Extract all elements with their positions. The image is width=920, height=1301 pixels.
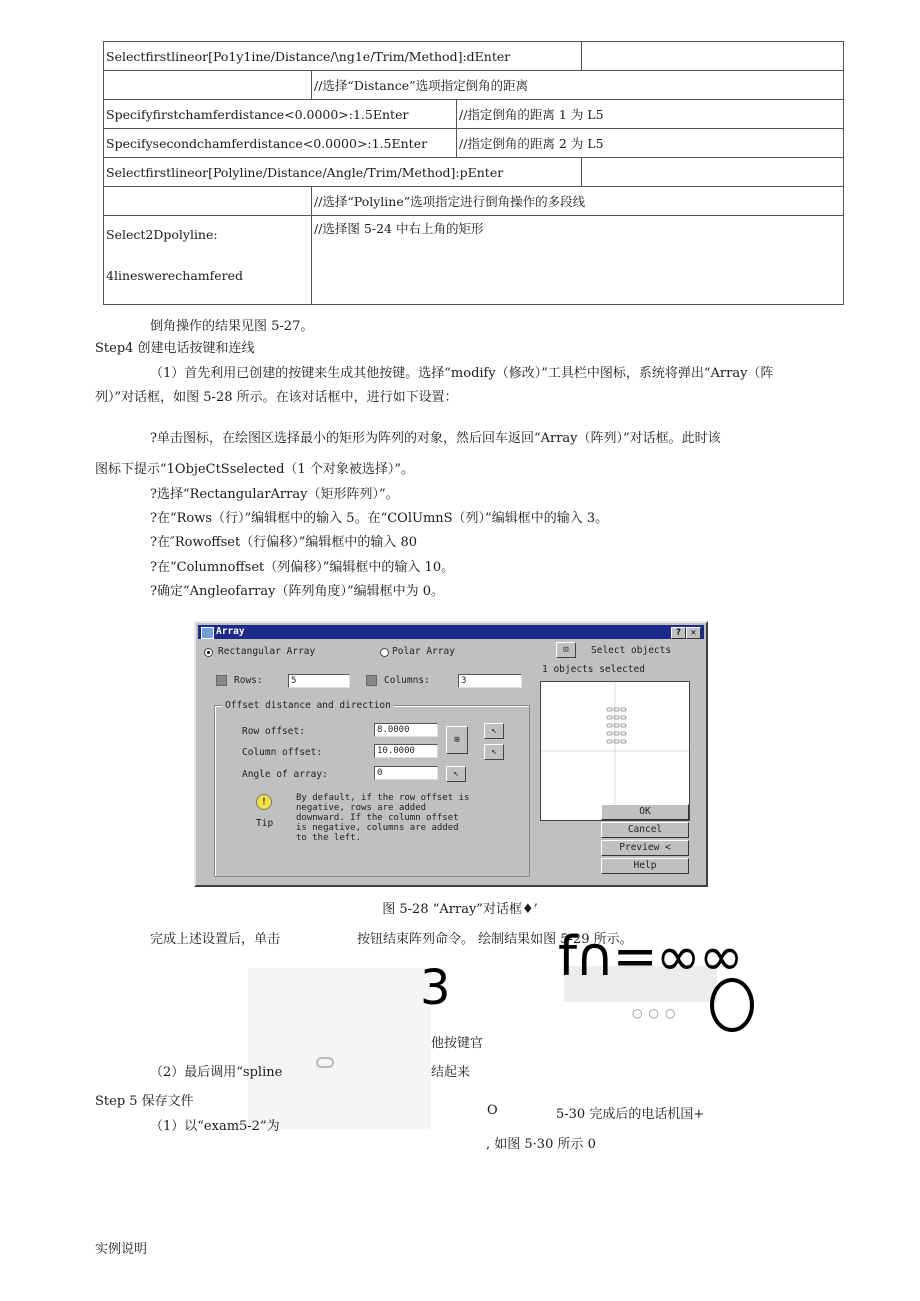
array-key-mark bbox=[607, 708, 612, 711]
rows-input[interactable]: 5 bbox=[288, 674, 350, 688]
array-key-mark bbox=[607, 724, 612, 727]
table-cell bbox=[104, 216, 312, 305]
paragraph: （1）首先利用已创建的按键来生成其他按键。选择“modify（修改）”工具栏中图标，系统将弹出“Array（阵 bbox=[150, 366, 774, 381]
column-offset-label: Column offset: bbox=[242, 747, 323, 758]
rectangular-array-label: Rectangular Array bbox=[218, 646, 316, 657]
objects-selected-text: 1 objects selected bbox=[542, 664, 645, 675]
cancel-button[interactable]: Cancel bbox=[601, 822, 689, 838]
table-cell: Selectfirstlineor[Po1y1ine/Distance/\ng1e/Trim/Method]:dEnter bbox=[104, 42, 582, 71]
table-cell: //选择“Distance”选项指定倒角的距离 bbox=[312, 71, 844, 100]
table-cell bbox=[582, 42, 844, 71]
columns-label: Columns: bbox=[384, 675, 430, 686]
table-row bbox=[104, 71, 844, 100]
array-key-mark bbox=[621, 732, 626, 735]
bullet-item: ?选择“RectangularArray（矩形阵列）”。 bbox=[150, 487, 399, 502]
paragraph: 结起来 bbox=[431, 1065, 471, 1080]
rows-icon bbox=[216, 675, 227, 686]
figure-caption: 图 5-28 “Array”对话框♦’ bbox=[382, 902, 538, 917]
rows-label: Rows: bbox=[234, 675, 263, 686]
table-row bbox=[104, 129, 844, 158]
table-cell: Specifyfirstchamferdistance<0.0000>:1.5Enter bbox=[104, 100, 457, 129]
tip-label: Tip bbox=[256, 818, 274, 829]
tip-bulb-icon: ! bbox=[256, 794, 272, 810]
pick-row-offset-icon[interactable]: ↖ bbox=[484, 723, 504, 739]
table-cell: //指定倒角的距离 1 为 L5 bbox=[457, 100, 844, 129]
bullet-item: ?在“Columnoffset（列偏移）”编辑框中的输入 10。 bbox=[150, 560, 455, 575]
table-row bbox=[104, 100, 844, 129]
array-key-mark bbox=[621, 708, 626, 711]
preview-drawing bbox=[541, 682, 689, 820]
command-table bbox=[103, 41, 844, 305]
pick-column-offset-icon[interactable]: ↖ bbox=[484, 744, 504, 760]
array-key-mark bbox=[621, 716, 626, 719]
dialog-titlebar bbox=[198, 625, 704, 639]
preview-pane bbox=[540, 681, 690, 821]
table-cell: Specifysecondchamferdistance<0.0000>:1.5Enter bbox=[104, 129, 457, 158]
ok-button[interactable]: OK bbox=[601, 804, 689, 820]
preview-button[interactable]: Preview < bbox=[601, 840, 689, 856]
bullet-item: ?在″Rowoffset（行偏移）”编辑框中的输入 80 bbox=[150, 535, 418, 550]
array-dialog bbox=[194, 621, 708, 887]
cell-line: 4lineswerechamfered bbox=[106, 268, 244, 283]
table-cell bbox=[104, 71, 312, 100]
table-cell: //选择“Polyline”选项指定进行倒角操作的多段线 bbox=[312, 187, 844, 216]
pick-angle-icon[interactable]: ↖ bbox=[446, 766, 466, 782]
figure-fragment: ○○○ bbox=[632, 1006, 682, 1020]
table-row bbox=[104, 187, 844, 216]
bullet-item: 图标下提示“1ObjeCtSselected（1 个对象被选择）”。 bbox=[95, 462, 414, 477]
columns-icon bbox=[366, 675, 377, 686]
pick-both-offsets-icon[interactable]: ⊞ bbox=[446, 726, 468, 754]
table-cell: //指定倒角的距离 2 为 L5 bbox=[457, 129, 844, 158]
rectangular-array-radio[interactable] bbox=[204, 648, 213, 657]
column-offset-input[interactable]: 10.0000 bbox=[374, 744, 438, 758]
dialog-title: Array bbox=[216, 626, 245, 637]
step-heading: Step4 创建电话按键和连线 bbox=[95, 341, 255, 356]
array-key-mark bbox=[621, 724, 626, 727]
array-key-mark bbox=[621, 740, 626, 743]
paragraph: （2）最后调用“spline bbox=[150, 1065, 283, 1080]
help-icon[interactable]: ? bbox=[671, 627, 686, 639]
array-key-mark bbox=[607, 716, 612, 719]
row-offset-input[interactable]: 8.0000 bbox=[374, 723, 438, 737]
table-row bbox=[104, 216, 844, 305]
figure-label: 5-30 完成后的电话机国+ bbox=[556, 1107, 705, 1122]
select-objects-label: Select objects bbox=[591, 645, 672, 656]
paragraph: 列）”对话框，如图 5-28 所示。在该对话框中，进行如下设置： bbox=[95, 390, 458, 405]
angle-input[interactable]: 0 bbox=[374, 766, 438, 780]
figure-image bbox=[248, 968, 431, 1130]
figure-fragment: f∩=∞∞ bbox=[558, 925, 742, 988]
footer-text: 实例说明 bbox=[95, 1242, 148, 1257]
table-cell bbox=[104, 187, 312, 216]
key-oval bbox=[316, 1057, 334, 1068]
table-row bbox=[104, 42, 844, 71]
bullet-item: ?单击图标，在绘图区选择最小的矩形为阵列的对象，然后回车返回“Array（阵列）”对话框。此时该 bbox=[150, 431, 721, 446]
table-cell: Selectfirstlineor[Polyline/Distance/Angle/Trim/Method]:pEnter bbox=[104, 158, 582, 187]
select-objects-icon[interactable]: ⊡ bbox=[556, 642, 576, 658]
bullet-item: ?确定“Angleofarray（阵列角度）”编辑框中为 0。 bbox=[150, 584, 445, 599]
close-icon[interactable]: ✕ bbox=[686, 627, 701, 639]
row-offset-label: Row offset: bbox=[242, 726, 305, 737]
polar-array-label: Polar Array bbox=[392, 646, 455, 657]
table-cell bbox=[582, 158, 844, 187]
paragraph: 完成上述设置后，单击 bbox=[150, 932, 281, 947]
paragraph: （1）以“exam5-2”为 bbox=[150, 1119, 280, 1134]
table-cell: //选择图 5-24 中右上角的矩形 bbox=[312, 216, 844, 305]
cell-line: Select2Dpolyline: bbox=[106, 227, 218, 242]
bullet-item: ?在“Rows（行）”编辑框中的输入 5。在“COlUmnS（列）”编辑框中的输入 3。 bbox=[150, 511, 609, 526]
paragraph: , 如图 5·30 所示 0 bbox=[486, 1137, 596, 1152]
table-row bbox=[104, 158, 844, 187]
app-icon bbox=[201, 627, 214, 639]
paragraph: 他按键官 bbox=[431, 1036, 484, 1051]
tip-text: By default, if the row offset is negative, rows are added downward. If the column offset is negative, columns are added to the left. bbox=[296, 793, 470, 843]
figure-fragment bbox=[710, 978, 754, 1032]
array-key-mark bbox=[607, 732, 612, 735]
step-heading: Step 5 保存文件 bbox=[95, 1094, 194, 1109]
figure-fragment: 3 bbox=[420, 960, 451, 1016]
columns-input[interactable]: 3 bbox=[458, 674, 522, 688]
help-button[interactable]: Help bbox=[601, 858, 689, 874]
polar-array-radio[interactable] bbox=[380, 648, 389, 657]
paragraph: 倒角操作的结果见图 5-27。 bbox=[150, 319, 314, 334]
angle-label: Angle of array: bbox=[242, 769, 328, 780]
figure-label: O bbox=[487, 1103, 498, 1118]
array-key-mark bbox=[607, 740, 612, 743]
offset-group-label: Offset distance and direction bbox=[222, 700, 394, 711]
paragraph: 按钮结束阵列命令。 绘制结果如图 5-29 所示。 bbox=[357, 932, 633, 947]
